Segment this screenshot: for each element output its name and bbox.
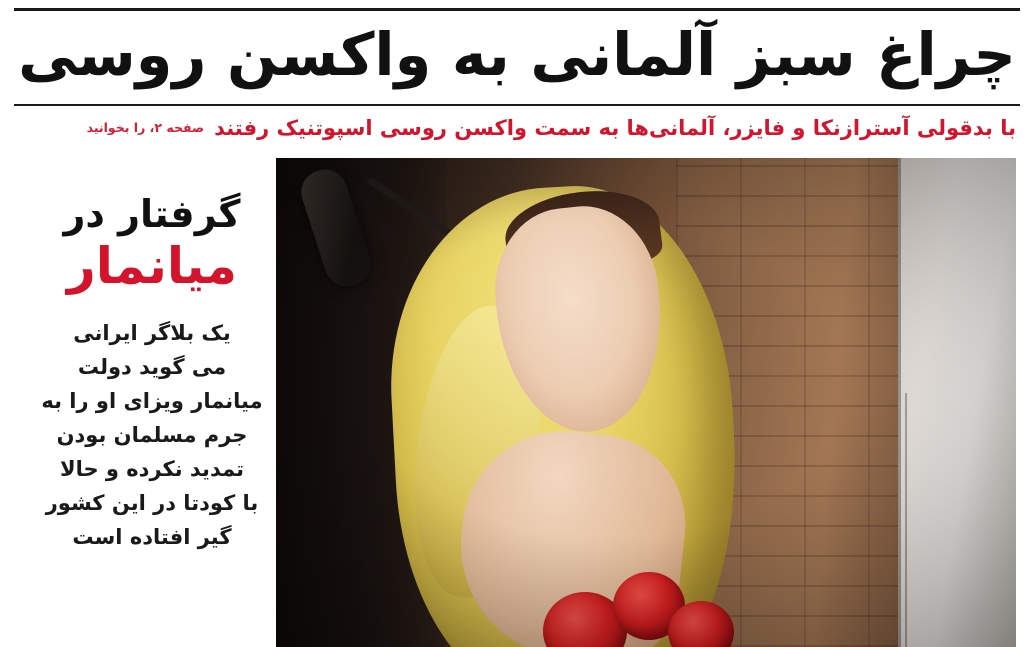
side-article-line: جرم مسلمان بودن bbox=[56, 423, 248, 448]
page-content bbox=[18, 158, 1016, 647]
headline-divider bbox=[14, 104, 1020, 106]
photo-refrigerator bbox=[898, 158, 1016, 647]
side-article-line: یک بلاگر ایرانی bbox=[73, 321, 231, 346]
side-article-line: تمدید نکرده و حالا bbox=[59, 457, 245, 482]
lead-subheadline bbox=[18, 112, 1016, 146]
side-article-line: با کودتا در این کشور bbox=[45, 491, 259, 516]
lead-subheadline-text: با بدقولی آسترازنکا و فایزر، آلمانی‌ها به سمت واکسن روسی اسپوتنیک رفتند bbox=[214, 116, 1016, 141]
side-article-line: گیر افتاده است bbox=[72, 525, 232, 550]
lead-page-reference: صفحه ۲، را بخوانید bbox=[86, 120, 205, 135]
side-article-body bbox=[38, 316, 266, 554]
photo-rose-bouquet bbox=[528, 510, 780, 647]
side-article-line: می گوید دولت bbox=[77, 355, 227, 380]
photo-rose bbox=[668, 601, 734, 647]
lead-headline bbox=[18, 10, 1016, 100]
lead-headline-text: چراغ سبز آلمانی به واکسن روسی bbox=[18, 19, 1016, 89]
side-article bbox=[18, 158, 276, 647]
side-article-line: میانمار ویزای او را به bbox=[41, 389, 263, 414]
lead-photo bbox=[276, 158, 1016, 647]
side-article-title: میانمار bbox=[67, 237, 237, 296]
side-article-kicker: گرفتار در bbox=[63, 192, 241, 236]
